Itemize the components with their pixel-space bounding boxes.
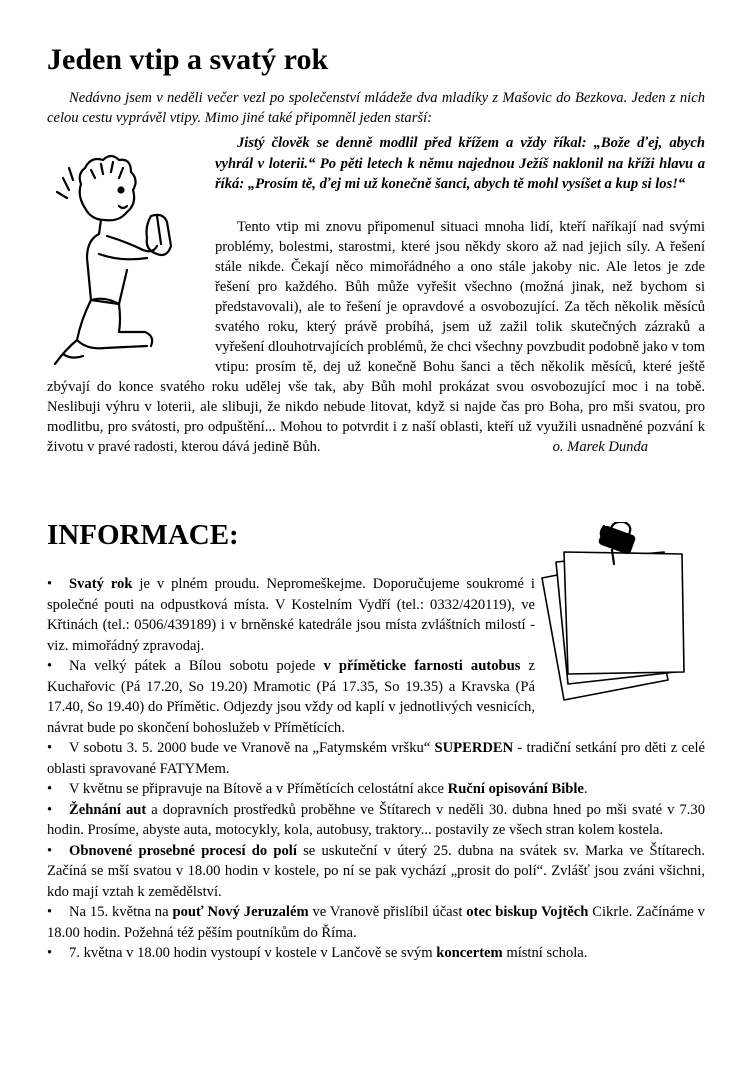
list-item: • Na 15. května na pouť Nový Jeruzalém ve Vranově přislíbil účast otec biskup Vojtěch Cikrle. Začínáme v 18.00 hodin. Požehná též pěším poutníkům do Říma.	[47, 904, 705, 941]
joke-text: Jistý člověk se denně modlil před křížem a vždy říkal: „Bože ďej, abych vyhrál v loterii.“ Po pěti letech k němu najednou Ježíš naklonil na kříži hlavu a říká: „Prosím tě, ďej mi už konečně šanci, abych tě mohl vysíšet a kup si los!“	[215, 135, 705, 192]
list-item: • Na velký pátek a Bílou sobotu pojede v příměticke farnosti autobus z Kuchařovic (Pá 17.20, So 19.20) Mramotic (Pá 17.35, So 19.35) a Kravska (Pá 17.40, So 19.40) do Přímětic. Odjezdy jsou vždy od kaplí v jednotlivých vesnicích, návrat bude po skončení bohoslužeb v Přímětících.	[47, 658, 535, 736]
list-item: • 7. května v 18.00 hodin vystoupí v kostele v Lančově se svým koncertem místní schola.	[47, 945, 588, 961]
list-item: • Svatý rok je v plném proudu. Nepromeškejme. Doporučujeme soukromé i společné pouti na odpustková místa. V Kostelním Vydří (tel.: 0332/420119), ve Křtinách (tel.: 0506/439189) i v brněnské katedrále jsou místa zvláštních milostí - viz. mimořádný zpravodaj.	[47, 576, 535, 654]
article-intro: Nedávno jsem v neděli večer vezl po společenství mládeže dva mladíky z Mašovic do Bezkova. Jeden z nich celou cestu vyprávěl vtipy. Mimo jiné také připomněl jeden starší:	[47, 90, 705, 126]
list-item: • V květnu se připravuje na Bítově a v Přímětících celostátní akce Ruční opisování Bible.	[47, 781, 588, 797]
list-item: • V sobotu 3. 5. 2000 bude ve Vranově na „Fatymském vršku“ SUPERDEN - tradiční setkání pro děti z celé oblasti spravované FATYMem.	[47, 740, 705, 777]
list-item: • Žehnání aut a dopravních prostředků proběhne ve Štítarech v neděli 30. dubna hned po mši svaté v 7.30 hodin. Prosíme, abyste auta, motocykly, kola, autobusy, traktory... postavily ze všech stran kolem kostela.	[47, 801, 706, 838]
info-heading: INFORMACE:	[47, 519, 239, 551]
article-title: Jeden vtip a svatý rok	[47, 43, 329, 76]
article-signature: o. Marek Dunda	[552, 439, 649, 455]
illustration-space	[47, 217, 215, 377]
article-body	[47, 217, 705, 457]
list-item: • Obnovené prosebné procesí do polí se uskuteční v úterý 25. dubna na svátek sv. Marka ve Štítarech. Začíná se mší svatou v 18.00 hodin v kostele, po ní se pak vychází „prosit do polí“. Zvlášť jsou zváni všichni, kdo mají vztah k zemědělství.	[47, 842, 706, 900]
info-list	[47, 574, 705, 964]
article-body-text: Tento vtip mi znovu připomenul situaci mnoha lidí, kteří naříkají nad svými problémy, bolestmi, starostmi, které jsou někdy skoro až nad jejich síly. A řešení stále nikde. Čekají něco mimořádného a ono stále jakoby nic. Ale letos je zde řešení pro každého. Bůh může vyřešit všechno (možná jinak, než bychom si představovali), ale to řešení je opravdové a osvobozující. Za těch několik měsíců svatého roku, který právě probíhá, jsem už zažil tolik skutečných zázraků a vyřešení dlouhotrvajících problémů, že chci všechny povzbudit podobně jako v tom vtipu: prosím tě, dej už konečně Bohu šanci a těch několik měsíců, které ještě zbývají do konce svatého roku udělej vše tak, aby Bůh mohl prokázat svou osvobozující moc i na tobě. Neslibuji výhru v loterii, ale slibuji, že nikdo nebude litovat, když si najde čas pro Boha, pro mši svatou, pro modlitbu, pro svátosti, pro odpuštění... Mohou to potvrdit i z naší oblasti, kteří už využili usnadněné pozvání k životu v pravé radosti, kterou dává jedině Bůh.	[47, 219, 705, 455]
